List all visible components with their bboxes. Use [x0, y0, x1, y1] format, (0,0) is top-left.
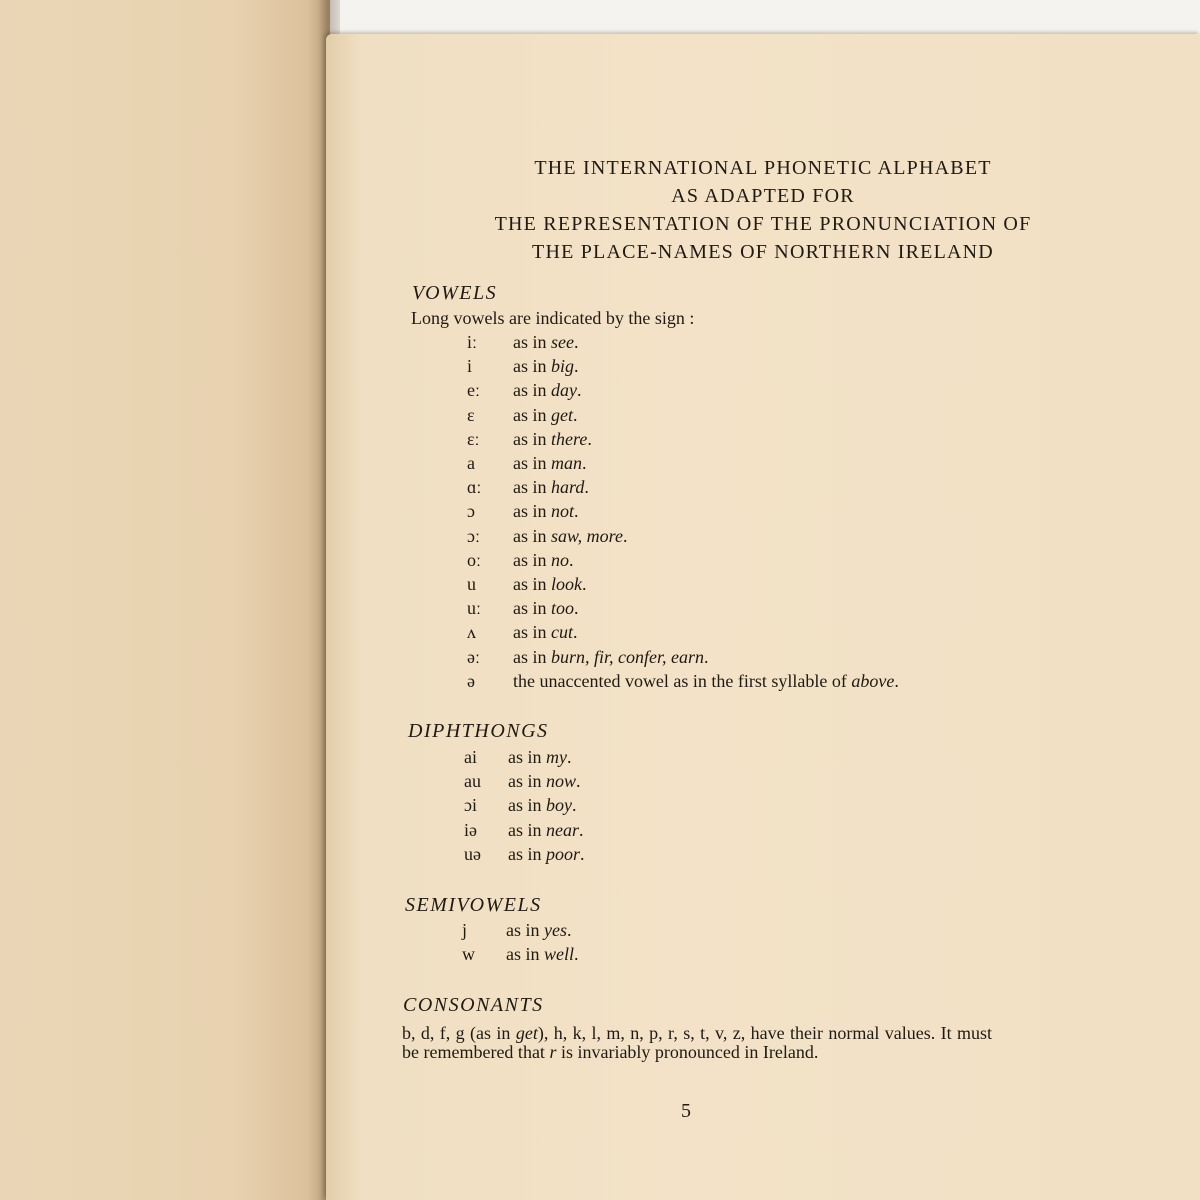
example-word: too — [551, 598, 575, 619]
consonants-text: ), h, k, l, m, n, p, r, s, t, v, z, have their normal values. It must be remembered that — [402, 1023, 992, 1062]
example-suffix: . — [573, 404, 578, 425]
example-word: near — [546, 819, 579, 840]
example-suffix: . — [572, 795, 577, 816]
consonants-example: r — [549, 1042, 557, 1062]
vowels-row — [467, 620, 1087, 644]
phonetic-symbol: əː — [467, 646, 480, 667]
diphthongs-row — [464, 842, 1084, 866]
example-description — [506, 918, 571, 942]
example-description — [513, 354, 579, 378]
example-suffix: . — [573, 332, 579, 352]
example-prefix: as in — [513, 477, 551, 498]
example-description — [508, 769, 581, 793]
title-line: THE REPRESENTATION OF THE PRONUNCIATION OF — [494, 213, 1032, 235]
example-word: day — [551, 380, 577, 401]
phonetic-symbol: w — [462, 944, 475, 964]
title-line: AS ADAPTED FOR — [671, 185, 855, 207]
semivowels-row — [462, 918, 1082, 942]
phonetic-symbol: ai — [464, 747, 477, 767]
example-suffix: . — [623, 525, 628, 546]
example-word: not — [551, 501, 575, 522]
phonetic-symbol: uː — [467, 598, 482, 619]
example-description — [513, 451, 587, 475]
vowels-row — [467, 596, 1087, 620]
example-description — [513, 427, 592, 451]
example-prefix: as in — [513, 646, 551, 667]
example-suffix: . — [587, 428, 592, 449]
example-prefix: as in — [513, 574, 551, 594]
vowels-row — [467, 645, 1087, 669]
consonants-text: b, d, f, g (as in — [402, 1023, 516, 1043]
example-word: big — [551, 356, 575, 377]
example-word: boy — [546, 795, 572, 816]
vowels-row — [467, 548, 1087, 572]
example-word: burn, fir, confer, earn — [551, 646, 704, 667]
example-word: well — [544, 944, 574, 964]
example-prefix: as in — [513, 404, 551, 425]
example-description — [513, 645, 709, 669]
phonetic-symbol: i — [467, 356, 473, 377]
example-prefix: as in — [513, 356, 551, 377]
page-number: 5 — [681, 1100, 691, 1122]
example-word: hard — [551, 477, 585, 498]
example-suffix: . — [579, 819, 584, 840]
consonants-paragraph — [402, 1024, 992, 1062]
phonetic-symbol: ʌ — [467, 622, 476, 643]
consonants-example: get — [515, 1023, 538, 1043]
example-suffix: . — [574, 598, 579, 619]
phonetic-symbol: iə — [464, 819, 477, 840]
vowels-row — [467, 451, 1087, 475]
vowels-row — [467, 403, 1087, 427]
phonetic-symbol: a — [467, 453, 475, 473]
phonetic-symbol: au — [464, 771, 481, 792]
example-suffix: . — [573, 622, 578, 643]
diphthongs-row — [464, 818, 1084, 842]
example-prefix: as in — [513, 453, 551, 473]
example-prefix: as in — [513, 332, 551, 352]
diphthongs-heading: DIPHTHONGS — [408, 720, 549, 742]
example-prefix: as in — [508, 747, 546, 767]
right-page — [326, 34, 1200, 1200]
phonetic-symbol: eː — [467, 380, 480, 401]
phonetic-symbol: j — [462, 920, 468, 940]
vowels-row — [467, 669, 1087, 693]
example-prefix: as in — [508, 795, 546, 816]
vowels-row — [467, 475, 1087, 499]
example-description — [508, 842, 585, 866]
phonetic-symbol: ɔ — [467, 501, 475, 522]
title-line: THE INTERNATIONAL PHONETIC ALPHABET — [534, 157, 992, 179]
vowels-intro: Long vowels are indicated by the sign : — [411, 308, 695, 328]
example-word: yes — [544, 920, 567, 940]
vowels-row — [467, 427, 1087, 451]
phonetic-symbol: oː — [467, 549, 482, 570]
example-suffix: . — [580, 843, 585, 864]
example-description — [513, 330, 578, 354]
example-suffix: . — [704, 646, 709, 667]
example-description — [513, 548, 574, 572]
example-description — [513, 378, 582, 402]
example-prefix: as in — [513, 501, 551, 522]
semivowels-heading: SEMIVOWELS — [405, 894, 542, 916]
example-description — [513, 475, 589, 499]
example-suffix: . — [577, 380, 582, 401]
consonants-text: is invariably pronounced in Ireland. — [556, 1042, 819, 1062]
example-suffix: . — [567, 747, 572, 767]
example-suffix: . — [569, 549, 574, 570]
phonetic-symbol: ɛ — [467, 404, 475, 425]
example-word: my — [546, 747, 567, 767]
example-word: poor — [546, 843, 581, 864]
example-prefix: as in — [513, 428, 551, 449]
left-page — [0, 0, 330, 1200]
example-description — [513, 669, 899, 693]
vowels-row — [467, 378, 1087, 402]
example-description — [513, 620, 578, 644]
phonetic-symbol: ɛː — [467, 428, 480, 449]
phonetic-symbol: uə — [464, 843, 481, 864]
example-description — [506, 942, 579, 966]
example-prefix: as in — [513, 622, 551, 643]
example-suffix: . — [574, 356, 579, 377]
phonetic-symbol: ɔi — [464, 795, 477, 816]
example-word: get — [551, 404, 573, 425]
example-word: cut — [551, 622, 573, 643]
example-word: there — [551, 428, 588, 449]
consonants-heading: CONSONANTS — [403, 994, 544, 1016]
example-description — [513, 596, 579, 620]
example-prefix: as in — [513, 549, 551, 570]
example-description — [513, 524, 628, 548]
example-word: no — [551, 549, 569, 570]
example-word: man — [551, 453, 582, 473]
example-prefix: as in — [506, 944, 544, 964]
page-title — [326, 154, 1200, 266]
diphthongs-row — [464, 793, 1084, 817]
title-line: THE PLACE-NAMES OF NORTHERN IRELAND — [532, 241, 994, 263]
diphthongs-row — [464, 769, 1084, 793]
example-suffix: . — [582, 453, 587, 473]
example-description — [513, 403, 578, 427]
phonetic-symbol: ə — [467, 670, 475, 691]
example-suffix: . — [576, 771, 581, 792]
vowels-row — [467, 499, 1087, 523]
example-word: look — [551, 574, 582, 594]
vowels-heading: VOWELS — [412, 282, 498, 304]
example-description — [513, 499, 579, 523]
example-word: see — [551, 332, 574, 352]
example-prefix: as in — [513, 380, 551, 401]
example-prefix: the unaccented vowel as in the first syllable of — [513, 670, 852, 691]
phonetic-symbol: ɑː — [467, 477, 482, 498]
example-description — [508, 745, 572, 769]
example-suffix: . — [566, 920, 572, 940]
example-prefix: as in — [508, 771, 546, 792]
phonetic-symbol: iː — [467, 332, 478, 352]
example-prefix: as in — [506, 920, 544, 940]
vowels-row — [467, 572, 1087, 596]
example-prefix: as in — [508, 843, 546, 864]
example-word: now — [546, 771, 577, 792]
vowels-row — [467, 330, 1087, 354]
example-prefix: as in — [508, 819, 546, 840]
phonetic-symbol: ɔː — [467, 525, 480, 546]
example-suffix: . — [582, 574, 587, 594]
example-description — [513, 572, 587, 596]
example-prefix: as in — [513, 598, 551, 619]
vowels-row — [467, 524, 1087, 548]
semivowels-row — [462, 942, 1082, 966]
vowels-row — [467, 354, 1087, 378]
example-suffix: . — [894, 670, 899, 691]
example-description — [508, 793, 577, 817]
example-suffix: . — [574, 501, 579, 522]
example-description — [508, 818, 584, 842]
example-prefix: as in — [513, 525, 551, 546]
example-suffix: . — [584, 477, 589, 498]
phonetic-symbol: u — [467, 574, 476, 594]
example-word: above — [851, 670, 895, 691]
diphthongs-row — [464, 745, 1084, 769]
example-word: saw, more — [551, 525, 623, 546]
example-suffix: . — [574, 944, 579, 964]
